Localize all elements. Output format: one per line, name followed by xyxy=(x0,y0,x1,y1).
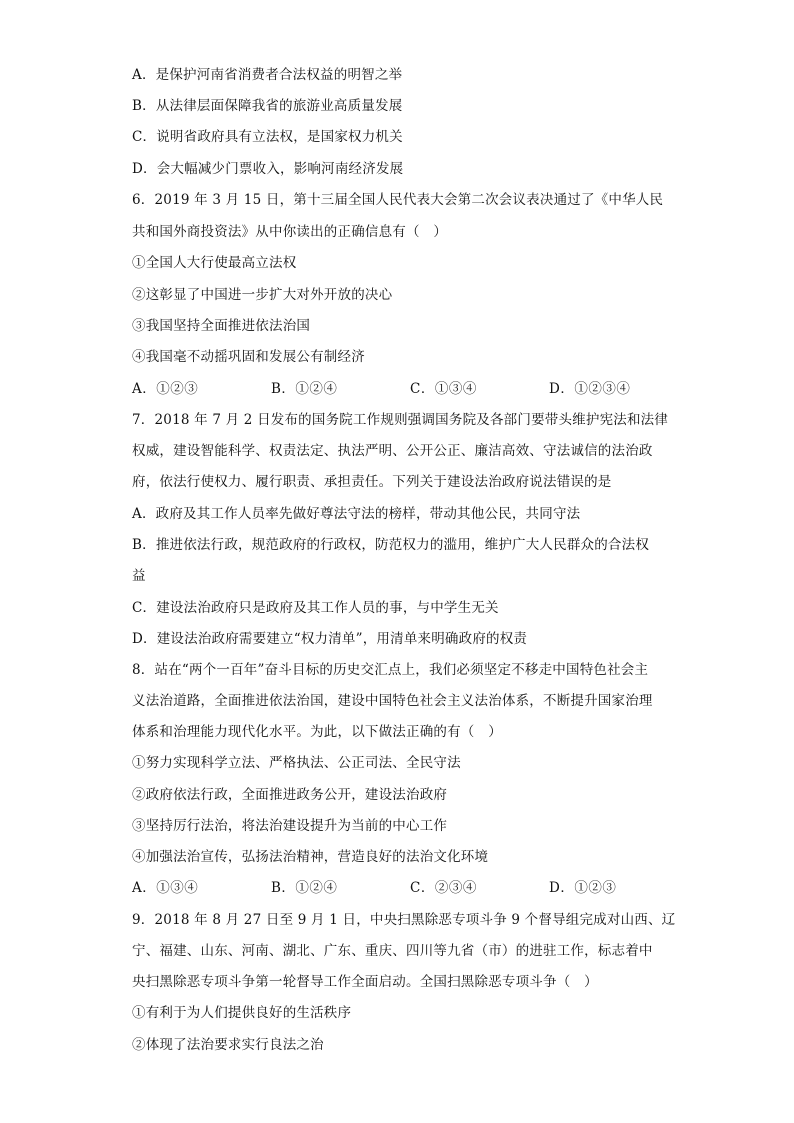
q5-option-c: C．说明省政府具有立法权，是国家权力机关 xyxy=(132,129,403,145)
q9-statement-1: ①有利于为人们提供良好的生活秩序 xyxy=(132,1005,352,1021)
q6-choice-c: C．①③④ xyxy=(410,381,477,397)
q6-choice-b: B．①②④ xyxy=(271,381,338,397)
q6-statement-2: ②这彰显了中国进一步扩大对外开放的决心 xyxy=(132,287,393,303)
q8-stem-line-1: 8．站在“两个一百年”奋斗目标的历史交汇点上，我们必须坚定不移走中国特色社会主 xyxy=(132,662,649,678)
q8-choice-c: C．②③④ xyxy=(410,880,477,896)
q6-choice-a: A．①②③ xyxy=(132,381,199,397)
q9-statement-2: ②体现了法治要求实行良法之治 xyxy=(132,1037,324,1053)
q8-statement-3: ③坚持厉行法治，将法治建设提升为当前的中心工作 xyxy=(132,818,448,834)
q6-choice-d: D．①②③④ xyxy=(549,381,631,397)
q5-option-d: D．会大幅减少门票收入，影响河南经济发展 xyxy=(132,161,404,177)
q6-statement-4: ④我国毫不动摇巩固和发展公有制经济 xyxy=(132,349,365,365)
q8-stem-line-2: 义法治道路，全面推进依法治国，建设中国特色社会主义法治体系，不断提升国家治理 xyxy=(132,693,653,709)
q9-stem-line-1: 9．2018 年 8 月 27 日至 9 月 1 日，中央扫黑除恶专项斗争 9 个督导组完成对山西、辽 xyxy=(132,912,676,928)
q8-stem-line-3: 体系和治理能力现代化水平。为此，以下做法正确的有（ ） xyxy=(132,724,502,740)
q7-option-b: B．推进依法行政，规范政府的行政权，防范权力的滥用，维护广大人民群众的合法权 xyxy=(132,537,650,553)
q9-stem-line-3: 央扫黑除恶专项斗争第一轮督导工作全面启动。全国扫黑除恶专项斗争（ ） xyxy=(132,974,598,990)
q7-stem-line-1: 7．2018 年 7 月 2 日发布的国务院工作规则强调国务院及各部门要带头维护宪法和法律 xyxy=(132,412,669,428)
q8-choice-d: D．①②③ xyxy=(549,880,617,896)
q8-choice-b: B．①②④ xyxy=(271,880,338,896)
q5-option-a: A．是保护河南省消费者合法权益的明智之举 xyxy=(132,67,403,83)
q7-option-d: D．建设法治政府需要建立“权力清单”，用清单来明确政府的权责 xyxy=(132,631,528,647)
q6-stem-line-2: 共和国外商投资法》从中你读出的正确信息有（ ） xyxy=(132,224,448,240)
q8-statement-1: ①努力实现科学立法、严格执法、公正司法、全民守法 xyxy=(132,755,461,771)
q6-stem-line-1: 6．2019 年 3 月 15 日，第十三届全国人民代表大会第二次会议表决通过了《中华人民 xyxy=(132,192,664,208)
q7-option-c: C．建设法治政府只是政府及其工作人员的事，与中学生无关 xyxy=(132,600,499,616)
q7-stem-line-3: 府，依法行使权力、履行职责、承担责任。下列关于建设法治政府说法错误的是 xyxy=(132,474,612,490)
q8-choice-a: A．①③④ xyxy=(132,880,199,896)
q7-option-b-cont: 益 xyxy=(132,568,146,584)
q5-option-b: B．从法律层面保障我省的旅游业高质量发展 xyxy=(132,98,403,114)
q8-statement-4: ④加强法治宣传，弘扬法治精神，营造良好的法治文化环境 xyxy=(132,849,489,865)
q7-option-a: A．政府及其工作人员率先做好尊法守法的榜样，带动其他公民，共同守法 xyxy=(132,506,581,522)
q6-statement-3: ③我国坚持全面推进依法治国 xyxy=(132,318,311,334)
q6-statement-1: ①全国人大行使最高立法权 xyxy=(132,255,297,271)
q9-stem-line-2: 宁、福建、山东、河南、湖北、广东、重庆、四川等九省（市）的进驻工作，标志着中 xyxy=(132,943,653,959)
q7-stem-line-2: 权威，建设智能科学、权责法定、执法严明、公开公正、廉洁高效、守法诚信的法治政 xyxy=(132,443,653,459)
q8-statement-2: ②政府依法行政，全面推进政务公开，建设法治政府 xyxy=(132,787,448,803)
